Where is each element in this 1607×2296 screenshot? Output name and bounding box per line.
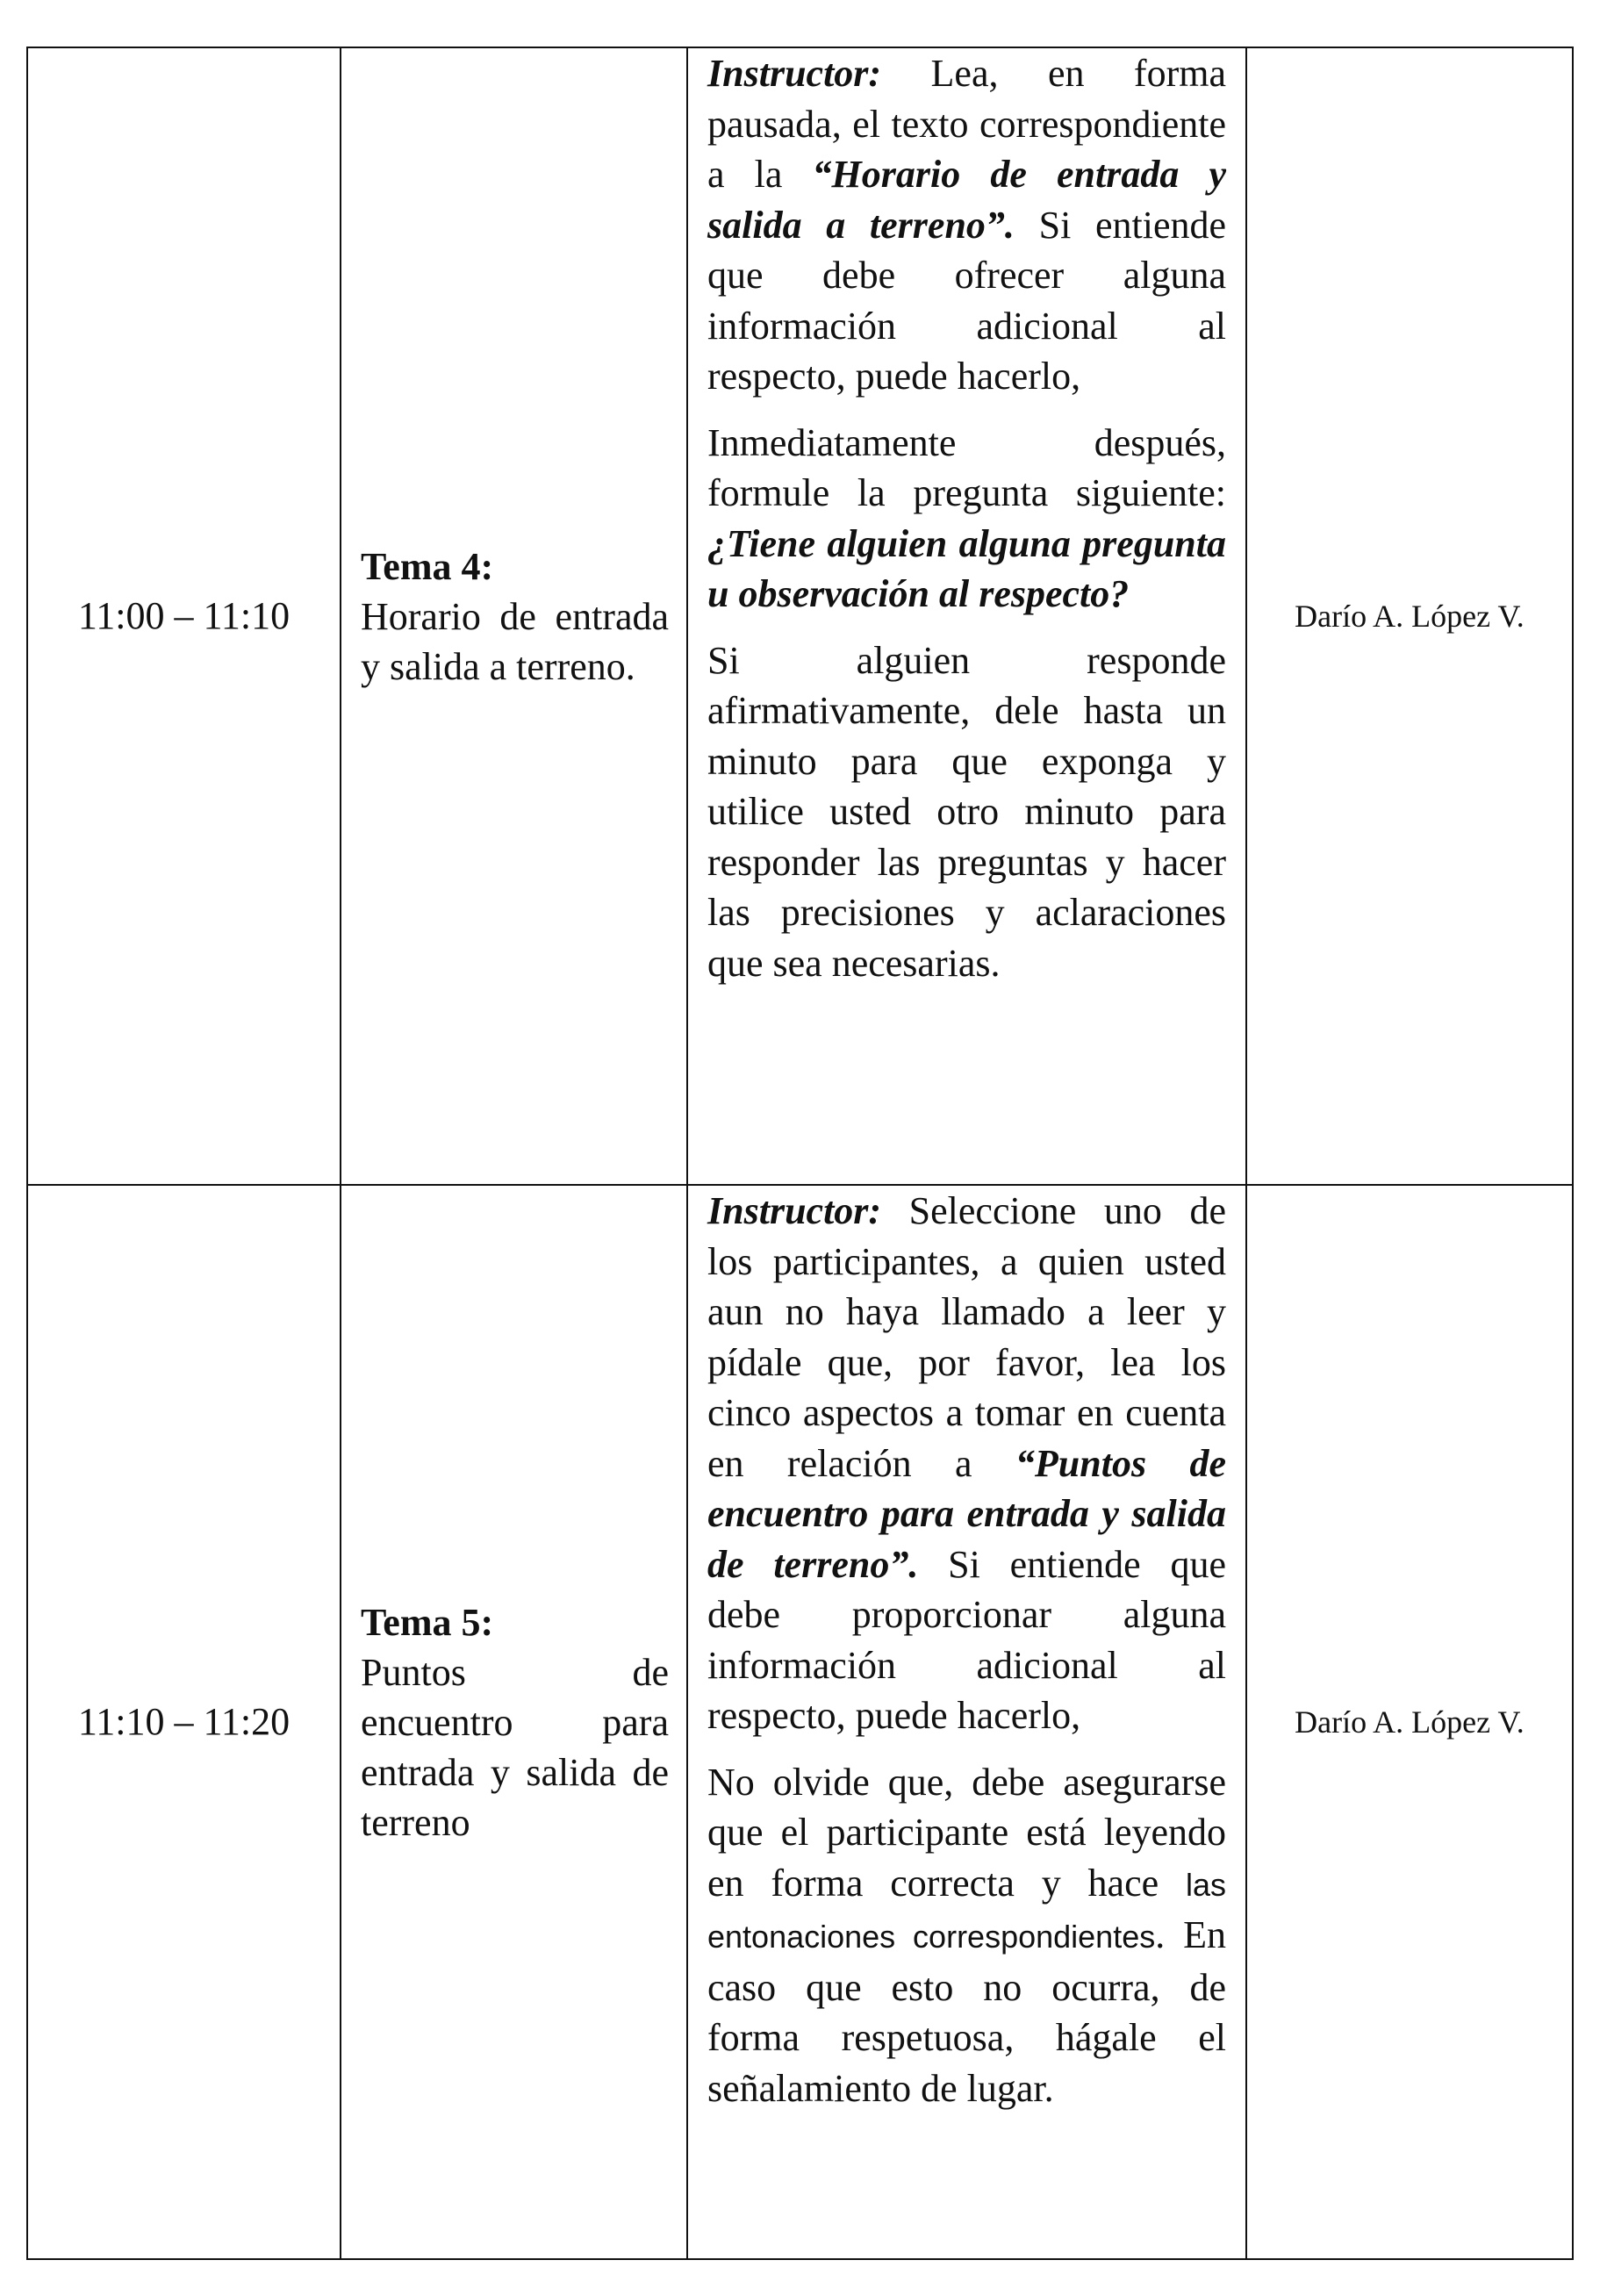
instruction-text: Seleccione uno de los participantes, a quien usted aun no haya llamado a leer y pídale que, por favor, lea los cinco aspectos a tomar en cuenta en relación a xyxy=(707,1189,1226,1485)
instruction-paragraph xyxy=(707,48,1226,402)
instruction-text: Si alguien responde afirmativamente, dele hasta un minuto para que exponga y utilice usted otro minuto para responder las preguntas y hacer las precisiones y aclaraciones que sea necesarias. xyxy=(707,638,1226,985)
instructions-cell xyxy=(687,1185,1246,2259)
topic-cell xyxy=(341,1185,687,2259)
table-row xyxy=(27,1185,1573,2259)
instruction-text: Si entiende que debe ofrecer alguna información adicional al respecto, puede hacerlo, xyxy=(707,203,1226,398)
instructor-label: Instructor: xyxy=(707,52,882,95)
instruction-text: No olvide que, debe asegurarse que el participante está leyendo en forma correcta y hace xyxy=(707,1760,1226,1905)
time-cell: 11:10 – 11:20 xyxy=(27,1185,341,2259)
instructions-cell xyxy=(687,47,1246,1185)
instruction-paragraph xyxy=(707,1186,1226,1741)
instruction-paragraph xyxy=(707,635,1226,989)
topic-title: Tema 5: xyxy=(361,1600,494,1644)
schedule-table xyxy=(26,47,1574,2260)
topic-cell xyxy=(341,47,687,1185)
topic-title: Tema 4: xyxy=(361,544,494,588)
responsible-cell: Darío A. López V. xyxy=(1246,1185,1573,2259)
instructor-label: Instructor: xyxy=(707,1189,882,1232)
quoted-title: “Puntos de encuentro para entrada y salida de terreno”. xyxy=(707,1441,1227,1586)
table-row xyxy=(27,47,1573,1185)
topic-text: Horario de entrada y salida a terreno. xyxy=(361,594,669,688)
time-cell: 11:00 – 11:10 xyxy=(27,47,341,1185)
instruction-paragraph xyxy=(707,1757,1226,2114)
instruction-text: Si entiende que debe proporcionar alguna información adicional al respecto, puede hacerlo, xyxy=(707,1542,1227,1737)
responsible-cell: Darío A. López V. xyxy=(1246,47,1573,1185)
question-text: ¿Tiene alguien alguna pregunta u observación al respecto? xyxy=(707,521,1226,615)
instruction-text: . En caso que esto no ocurra, de forma respetuosa, hágale el señalamiento de lugar. xyxy=(707,1913,1226,2110)
instruction-text: Inmediatamente después, formule la pregunta siguiente: xyxy=(707,420,1226,514)
topic-text: Puntos de encuentro para entrada y salida de terreno xyxy=(361,1650,669,1844)
instruction-text: las entonaciones correspondientes xyxy=(707,1866,1226,1955)
instruction-paragraph xyxy=(707,418,1226,620)
instruction-text: Lea, en forma pausada, el texto correspondiente a la xyxy=(707,52,1226,196)
quoted-title: “Horario de entrada y salida a terreno”. xyxy=(707,153,1226,247)
